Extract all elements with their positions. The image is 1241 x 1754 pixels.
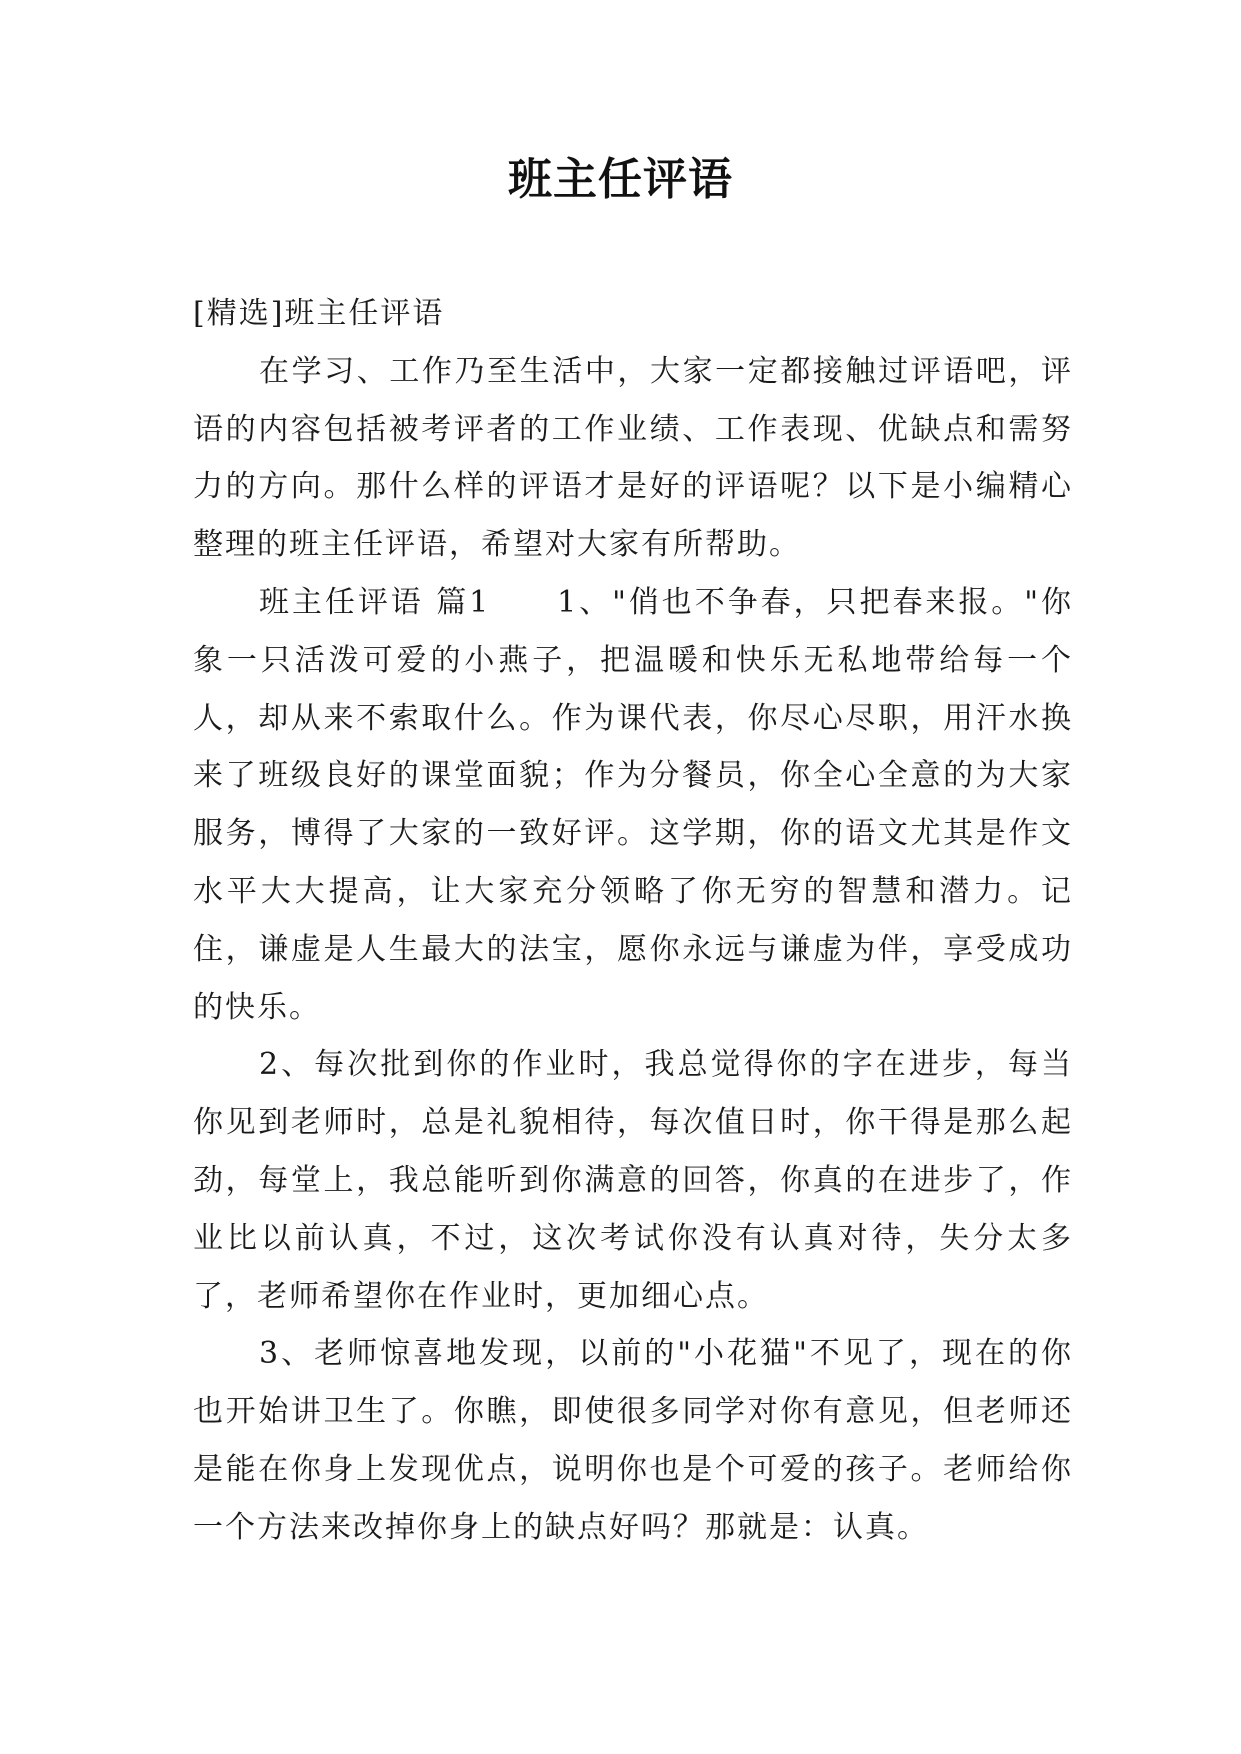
page-title: 班主任评语: [508, 154, 733, 205]
paragraph-comment-3: 3、老师惊喜地发现，以前的"小花猫"不见了，现在的你也开始讲卫生了。你瞧，即使很多同学对你有意见，但老师还是能在你身上发现优点，说明你也是个可爱的孩子。老师给你一个方法来改掉你身上的缺点好吗？那就是：认真。: [193, 1336, 1073, 1545]
document-subtitle: [精选]班主任评语: [193, 296, 445, 331]
paragraph-comment-2: 2、每次批到你的作业时，我总觉得你的字在进步，每当你见到老师时，总是礼貌相待，每次值日时，你干得是那么起劲，每堂上，我总能听到你满意的回答，你真的在进步了，作业比以前认真，不过，这次考试你没有认真对待，失分太多了，老师希望你在作业时，更加细心点。: [193, 1047, 1073, 1314]
document-body: [193, 285, 1073, 1557]
paragraph-intro: 在学习、工作乃至生活中，大家一定都接触过评语吧，评语的内容包括被考评者的工作业绩、工作表现、优缺点和需努力的方向。那什么样的评语才是好的评语呢？以下是小编精心整理的班主任评语，希望对大家有所帮助。: [193, 353, 1073, 563]
paragraph-comment-1: 班主任评语 篇1 1、"俏也不争春，只把春来报。"你象一只活泼可爱的小燕子，把温暖和快乐无私地带给每一个人，却从来不索取什么。作为课代表，你尽心尽职，用汗水换来了班级良好的课堂面貌；作为分餐员，你全心全意的为大家服务，博得了大家的一致好评。这学期，你的语文尤其是作文水平大大提高，让大家充分领略了你无穷的智慧和潜力。记住，谦虚是人生最大的法宝，愿你永远与谦虚为伴，享受成功的快乐。: [193, 584, 1073, 1025]
